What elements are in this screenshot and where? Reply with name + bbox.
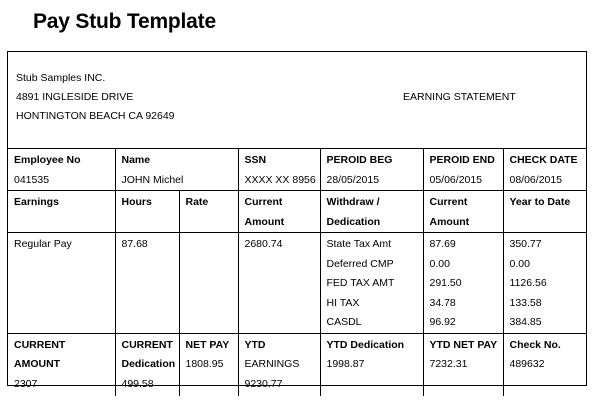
ytd-earnings-value: 9230.77 — [244, 377, 283, 390]
deduction-ytd-cell — [503, 233, 586, 334]
earning-statement-label: EARNING STATEMENT — [403, 91, 516, 103]
deduction-current-value: 0.00 — [429, 257, 450, 270]
net-pay-value: 1808.95 — [185, 358, 224, 370]
deduction-ytd-value: 133.58 — [509, 296, 542, 309]
deduction-current-cell — [423, 233, 503, 334]
check-no-value: 489632 — [509, 358, 545, 370]
ssn-header: SSN — [244, 154, 267, 166]
employee-no-value: 041535 — [14, 173, 50, 186]
earnings-detail-row — [8, 233, 586, 334]
ytd-net-pay-cell — [423, 333, 503, 396]
earnings-type-cell — [8, 233, 115, 334]
deduction-current-value: 96.92 — [429, 316, 456, 328]
earnings-header-text: Earnings — [14, 196, 59, 208]
deduction-ytd-value: 0.00 — [509, 257, 530, 270]
ssn-cell — [238, 149, 320, 191]
earnings-header-row — [8, 191, 586, 233]
current-amount-cell — [238, 233, 320, 334]
withdraw-header — [320, 191, 423, 233]
current-dedication-label-2: Dedication — [121, 358, 176, 370]
check-date-cell — [503, 149, 586, 191]
company-name: Stub Samples INC. — [16, 72, 106, 84]
current-amount-total-cell — [8, 333, 115, 396]
ytd-dedication-cell — [320, 333, 423, 396]
period-beg-value: 28/05/2015 — [326, 173, 380, 186]
period-beg-cell — [320, 149, 423, 191]
employee-no-header: Employee No — [14, 154, 81, 166]
deduction-current-value: 87.69 — [429, 238, 456, 250]
totals-row — [8, 333, 586, 396]
name-cell — [115, 149, 238, 191]
deduction-ytd-value: 350.77 — [509, 238, 542, 250]
deduction-current-header-line-1: Current — [429, 196, 468, 208]
period-end-cell — [423, 149, 503, 191]
deduction-names-cell — [320, 233, 423, 334]
deduction-name: Deferred CMP — [326, 257, 394, 270]
ssn-value: XXXX XX 8956 — [244, 173, 316, 186]
deduction-current-header-line-2: Amount — [429, 215, 470, 228]
check-date-value: 08/06/2015 — [509, 173, 563, 186]
current-dedication-total-cell — [115, 333, 179, 396]
check-no-label: Check No. — [509, 338, 561, 351]
ytd-label: YTD — [244, 338, 266, 351]
deduction-name: HI TAX — [326, 296, 360, 309]
current-amount-value: 2680.74 — [244, 238, 283, 250]
deduction-current-header — [423, 191, 503, 233]
rate-header — [179, 191, 238, 233]
current-amount-header-line-1: Current — [244, 196, 283, 208]
ytd-dedication-value: 1998.87 — [326, 358, 365, 370]
deduction-name: FED TAX AMT — [326, 277, 395, 289]
deduction-current-value: 34.78 — [429, 296, 456, 309]
current-amount-total-label-1: CURRENT — [14, 338, 66, 351]
hours-header — [115, 191, 179, 233]
current-amount-header — [238, 191, 320, 233]
employee-row — [8, 149, 586, 191]
current-amount-header-line-2: Amount — [244, 215, 285, 228]
page-title: Pay Stub Template — [33, 10, 216, 33]
ytd-dedication-label: YTD Dedication — [326, 338, 405, 351]
hours-value: 87.68 — [121, 238, 148, 250]
current-dedication-label-1: CURRENT — [121, 338, 173, 351]
rate-header-text: Rate — [185, 196, 209, 208]
year-to-date-header-text: Year to Date — [509, 196, 571, 208]
pay-stub-table — [8, 149, 586, 396]
hours-cell — [115, 233, 179, 334]
check-no-cell — [503, 333, 586, 396]
employee-no-cell — [8, 149, 115, 191]
pay-stub — [7, 51, 587, 390]
net-pay-label: NET PAY — [185, 338, 230, 351]
withdraw-header-line-1: Withdraw / — [326, 196, 380, 208]
year-to-date-header — [503, 191, 586, 233]
ytd-earnings-label: EARNINGS — [244, 358, 300, 370]
deduction-current-value: 291.50 — [429, 277, 462, 289]
deduction-name: State Tax Amt — [326, 238, 392, 250]
company-info — [8, 52, 586, 149]
company-address-line-1: 4891 INGLESIDE DRIVE — [16, 91, 134, 103]
company-address-line-2: HONTINGTON BEACH CA 92649 — [16, 110, 175, 122]
hours-header-text: Hours — [121, 196, 152, 208]
deduction-name: CASDL — [326, 316, 362, 328]
name-value: JOHN Michel — [121, 173, 184, 186]
withdraw-header-line-2: Dedication — [326, 215, 381, 228]
earnings-header — [8, 191, 115, 233]
check-date-header: CHECK DATE — [509, 154, 578, 166]
earnings-type-value: Regular Pay — [14, 238, 72, 250]
ytd-earnings-cell — [238, 333, 320, 396]
ytd-net-pay-value: 7232.31 — [429, 358, 468, 370]
current-dedication-value: 499.58 — [121, 377, 154, 390]
current-amount-total-value: 2307 — [14, 377, 38, 390]
rate-cell — [179, 233, 238, 334]
ytd-net-pay-label: YTD NET PAY — [429, 338, 498, 351]
deduction-ytd-value: 1126.56 — [509, 277, 547, 289]
period-end-header: PEROID END — [429, 154, 495, 166]
net-pay-cell — [179, 333, 238, 396]
period-beg-header: PEROID BEG — [326, 154, 393, 166]
period-end-value: 05/06/2015 — [429, 173, 483, 186]
current-amount-total-label-2: AMOUNT — [14, 358, 61, 370]
deduction-ytd-value: 384.85 — [509, 316, 542, 328]
name-header: Name — [121, 154, 151, 166]
